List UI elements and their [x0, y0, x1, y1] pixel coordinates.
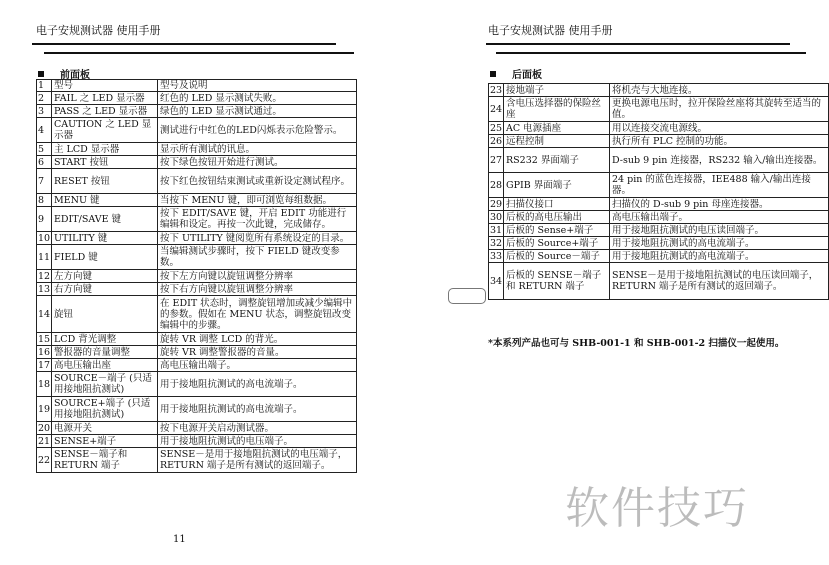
item-name: 扫描仪接口: [504, 198, 610, 211]
item-name: 远程控制: [504, 135, 610, 148]
table-row: [37, 194, 357, 207]
table-row: [37, 333, 357, 346]
item-name: RESET 按钮: [52, 169, 158, 194]
item-name: MENU 键: [52, 194, 158, 207]
row-number: 34: [489, 263, 504, 300]
table-row: [37, 156, 357, 169]
left-page: [0, 0, 400, 565]
item-name: 左方向键: [52, 270, 158, 283]
table-row: [489, 250, 829, 263]
item-description: 执行所有 PLC 控制的功能。: [610, 135, 829, 148]
item-name: 后板的 Source－端子: [504, 250, 610, 263]
row-number: 23: [490, 84, 503, 96]
row-number: 11: [37, 245, 52, 270]
table-row: [489, 173, 829, 198]
table-row: [37, 105, 357, 118]
item-description: 按下电源开关启动测试器。: [158, 422, 357, 435]
header-rule: [32, 43, 336, 45]
item-description: SENSE－是用于接地阻抗测试的电压读回端子，RETURN 端子是所有测试的返回端子。: [610, 263, 829, 300]
section-title-text: 前面板: [60, 70, 90, 81]
item-description: 扫描仪的 D-sub 9 pin 母座连接器。: [610, 198, 829, 211]
rear-panel-table: [488, 83, 829, 300]
page-tab-marker: [448, 288, 486, 304]
item-description: 用于接地阻抗测试的高电流端子。: [610, 250, 829, 263]
header-rule-second: [44, 52, 354, 54]
table-row: [489, 211, 829, 224]
item-description: 绿色的 LED 显示测试通过。: [158, 105, 357, 118]
table-row: [37, 169, 357, 194]
item-name: AC 电源插座: [504, 122, 610, 135]
table-row: [37, 435, 357, 448]
row-number: 16: [38, 346, 51, 358]
table-row: [37, 143, 357, 156]
item-name: 型号: [52, 80, 158, 92]
row-number: 12: [38, 270, 51, 282]
item-description: 当编辑测试步骤时，按下 FIELD 键改变参数。: [158, 245, 357, 270]
row-number: 20: [38, 422, 51, 434]
table-row: [37, 397, 357, 422]
item-description: 高电压输出端子。: [610, 211, 829, 224]
row-number: 22: [37, 448, 52, 473]
bullet-square-icon: [490, 71, 496, 77]
row-number: 27: [489, 148, 504, 173]
row-number: 28: [489, 173, 504, 198]
item-name: FAIL 之 LED 显示器: [52, 92, 158, 105]
item-description: 当按下 MENU 键，即可浏览每组数据。: [158, 194, 357, 207]
row-number: 3: [37, 105, 52, 118]
item-name: LCD 背光调整: [52, 333, 158, 346]
item-description: 用于接地阻抗测试的电压读回端子。: [610, 224, 829, 237]
item-name: SOURCE－端子 (只适用接地阻抗测试): [52, 372, 158, 397]
table-row: [37, 359, 357, 372]
item-name: SOURCE+端子 (只适用接地阻抗测试): [52, 397, 158, 422]
row-number: 17: [38, 359, 51, 371]
row-number: 13: [38, 283, 51, 295]
item-description: 旋转 VR 调整警报器的音量。: [158, 346, 357, 359]
table-row: [37, 118, 357, 143]
row-number: 8: [37, 194, 52, 207]
row-number: 32: [490, 237, 503, 249]
item-name: 旋钮: [52, 296, 158, 333]
front-panel-table: [36, 79, 357, 473]
right-page: [400, 0, 823, 565]
item-name: 接地端子: [504, 84, 610, 97]
item-description: 显示所有测试的讯息。: [158, 143, 357, 156]
table-row: [37, 346, 357, 359]
row-number: 4: [37, 118, 52, 143]
item-name: 含电压选择器的保险丝座: [504, 97, 610, 122]
table-row: [37, 296, 357, 333]
table-row: [37, 207, 357, 232]
row-number: 6: [37, 156, 52, 169]
row-number: 26: [490, 135, 503, 147]
row-number: 18: [37, 372, 52, 397]
row-number: 31: [490, 224, 503, 236]
row-number: 33: [490, 250, 503, 262]
page-header: 电子安规测试器 使用手册: [36, 24, 161, 37]
page-header: 电子安规测试器 使用手册: [488, 24, 613, 37]
table-row: [37, 80, 357, 92]
item-name: SENSE+端子: [52, 435, 158, 448]
row-number: 1: [37, 80, 52, 92]
section-title: [490, 66, 542, 81]
row-number: 9: [37, 207, 52, 232]
table-row: [37, 270, 357, 283]
table-row: [37, 245, 357, 270]
item-name: SENSE－端子和 RETURN 端子: [52, 448, 158, 473]
item-description: 更换电源电压时，拉开保险丝座将其旋转至适当的值。: [610, 97, 829, 122]
header-rule: [486, 43, 790, 45]
item-name: START 按钮: [52, 156, 158, 169]
table-row: [37, 448, 357, 473]
item-name: 电源开关: [52, 422, 158, 435]
item-name: EDIT/SAVE 键: [52, 207, 158, 232]
item-name: 高电压输出座: [52, 359, 158, 372]
table-row: [489, 84, 829, 97]
item-name: PASS 之 LED 显示器: [52, 105, 158, 118]
table-row: [37, 372, 357, 397]
item-description: 按下左方向键以旋钮调整分辨率: [158, 270, 357, 283]
item-description: D-sub 9 pin 连接器，RS232 输入/输出连接器。: [610, 148, 829, 173]
item-name: 右方向键: [52, 283, 158, 296]
item-description: 在 EDIT 状态时，调整旋钮增加或减少编辑中的参数。假如在 MENU 状态，调整旋钮改变编辑中的步骤。: [158, 296, 357, 333]
footnote: *本系列产品也可与 SHB-001-1 和 SHB-001-2 扫描仪一起使用。: [488, 338, 785, 349]
row-number: 15: [38, 333, 51, 345]
header-rule-second: [496, 52, 806, 54]
row-number: 29: [490, 198, 503, 210]
row-number: 30: [490, 211, 503, 223]
row-number: 24: [489, 97, 504, 122]
item-description: 按下右方向键以旋钮调整分辨率: [158, 283, 357, 296]
row-number: 10: [38, 232, 51, 244]
item-description: 用于接地阻抗测试的高电流端子。: [158, 397, 357, 422]
table-row: [489, 148, 829, 173]
item-name: UTILITY 键: [52, 232, 158, 245]
bullet-square-icon: [38, 71, 44, 77]
table-row: [37, 232, 357, 245]
item-name: FIELD 键: [52, 245, 158, 270]
item-description: 红色的 LED 显示测试失败。: [158, 92, 357, 105]
item-description: 用于接地阻抗测试的高电流端子。: [158, 372, 357, 397]
row-number: 19: [37, 397, 52, 422]
item-name: 后板的 Sense+端子: [504, 224, 610, 237]
item-description: 按下绿色按钮开始进行测试。: [158, 156, 357, 169]
item-name: 后板的 Source+端子: [504, 237, 610, 250]
table-row: [489, 263, 829, 300]
row-number: 7: [37, 169, 52, 194]
table-row: [489, 198, 829, 211]
item-description: 旋转 VR 调整 LCD 的背光。: [158, 333, 357, 346]
table-row: [489, 237, 829, 250]
item-description: 按下红色按钮结束测试或重新设定测试程序。: [158, 169, 357, 194]
item-name: 主 LCD 显示器: [52, 143, 158, 156]
item-name: GPIB 界面端子: [504, 173, 610, 198]
item-description: 测试进行中红色的LED闪烁表示危险警示。: [158, 118, 357, 143]
item-description: 将机壳与大地连接。: [610, 84, 829, 97]
row-number: 5: [37, 143, 52, 156]
item-description: 用于接地阻抗测试的电压端子。: [158, 435, 357, 448]
item-description: 按下 EDIT/SAVE 键，开启 EDIT 功能进行编辑和设定。再按一次此键，完成储存。: [158, 207, 357, 232]
item-description: SENSE－是用于接地阻抗测试的电压端子，RETURN 端子是所有测试的返回端子。: [158, 448, 357, 473]
item-description: 24 pin 的蓝色连接器，IEE488 输入/输出连接器。: [610, 173, 829, 198]
section-title-text: 后面板: [512, 70, 542, 81]
row-number: 21: [38, 435, 51, 447]
watermark: 软件技巧: [565, 483, 749, 534]
page-number: 11: [173, 534, 186, 545]
row-number: 14: [37, 296, 52, 333]
item-name: CAUTION 之 LED 显示器: [52, 118, 158, 143]
row-number: 25: [490, 122, 503, 134]
table-row: [489, 224, 829, 237]
item-name: 后板的 SENSE－端子和 RETURN 端子: [504, 263, 610, 300]
item-name: 警报器的音量调整: [52, 346, 158, 359]
item-description: 用于接地阻抗测试的高电流端子。: [610, 237, 829, 250]
table-row: [489, 135, 829, 148]
item-description: 用以连接交流电源线。: [610, 122, 829, 135]
table-row: [489, 97, 829, 122]
row-number: 2: [37, 92, 52, 105]
table-row: [37, 283, 357, 296]
item-description: 高电压输出端子。: [158, 359, 357, 372]
item-name: RS232 界面端子: [504, 148, 610, 173]
item-description: 型号及说明: [158, 80, 357, 92]
table-row: [489, 122, 829, 135]
item-description: 按下 UTILITY 键阅览所有系统设定的目录。: [158, 232, 357, 245]
table-row: [37, 92, 357, 105]
item-name: 后板的高电压输出: [504, 211, 610, 224]
table-row: [37, 422, 357, 435]
